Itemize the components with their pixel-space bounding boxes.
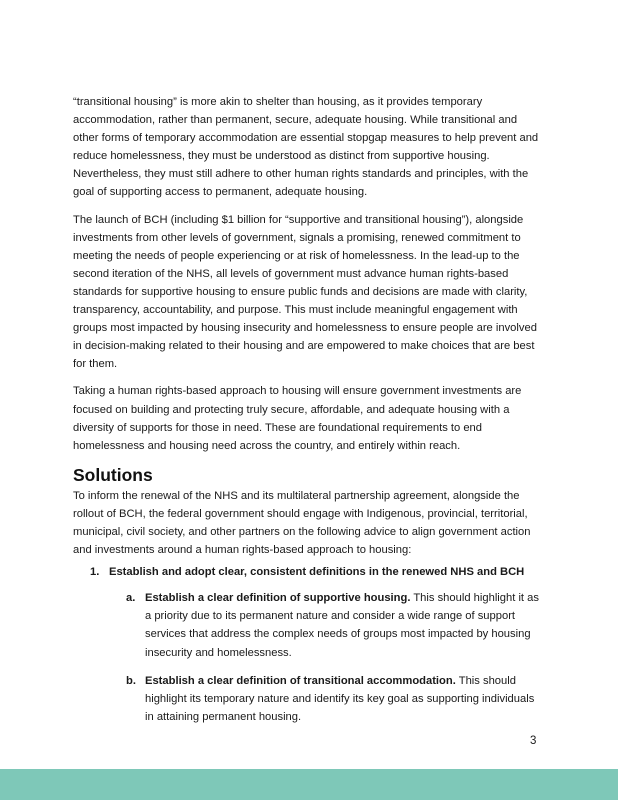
footer-color-band	[0, 769, 618, 800]
solution-subitem-b-lead: Establish a clear definition of transitional accommodation.	[145, 674, 456, 687]
page-number: 3	[530, 735, 537, 747]
solution-subitem-b	[73, 672, 545, 726]
solution-subitem-b-letter: b.	[126, 674, 136, 687]
paragraph-human-rights-approach: Taking a human rights-based approach to housing will ensure government investments are focused on building and protecting truly secure, affordable, and adequate housing with a diversity of supports for those in need. These are foundational requirements to end homelessness and housing need across the country, and entirely within reach.	[73, 385, 522, 452]
solutions-intro: To inform the renewal of the NHS and its multilateral partnership agreement, alongside the rollout of BCH, the federal government should engage with Indigenous, provincial, territorial, municipal, civil society, and other partners on the following advice to align government action and investments around a human rights-based approach to housing:	[73, 489, 531, 557]
solution-subitem-a-lead: Establish a clear definition of supportive housing.	[145, 592, 411, 605]
solution-subitem-a-text: This should highlight it as a priority due to its permanent nature and consider a wide range of support services that address the complex needs of groups most impacted by housing insecurity and homelessness.	[145, 592, 539, 659]
solution-item-1-text: Establish and adopt clear, consistent definitions in the renewed NHS and BCH	[109, 566, 525, 579]
solution-subitem-a	[73, 589, 545, 661]
paragraph-transitional-housing: “transitional housing” is more akin to shelter than housing, as it provides temporary accommodation, rather than permanent, secure, adequate housing. While transitional and other forms of temporary accommodation are essential stopgap measures to help prevent and reduce homelessness, they must be understood as distinct from supportive housing. Nevertheless, they must still adhere to other human rights standards and principles, with the goal of supporting access to permanent, adequate housing.	[73, 96, 539, 199]
solution-item-1-number: 1.	[90, 566, 100, 579]
page-content	[73, 93, 545, 736]
solution-subitem-b-text: This should highlight its temporary nature and identify its key goal as supporting individuals in attaining permanent housing.	[145, 674, 535, 723]
solution-item-1	[73, 563, 545, 581]
solution-subitem-a-letter: a.	[126, 592, 136, 605]
solutions-heading: Solutions	[73, 464, 153, 485]
paragraph-bch-launch: The launch of BCH (including $1 billion for “supportive and transitional housing”), alongside investments from other levels of government, signals a promising, renewed commitment to meeting the needs of people experiencing or at risk of homelessness. In the lead-up to the second iteration of the NHS, all levels of government must advance human rights-based standards for supportive housing to ensure public funds and decisions are made with clarity, transparency, accountability, and purpose. This must include meaningful engagement with groups most impacted by housing insecurity and homelessness to ensure people are involved in decision-making related to their housing and are empowered to make choices that are best for them.	[73, 213, 537, 371]
